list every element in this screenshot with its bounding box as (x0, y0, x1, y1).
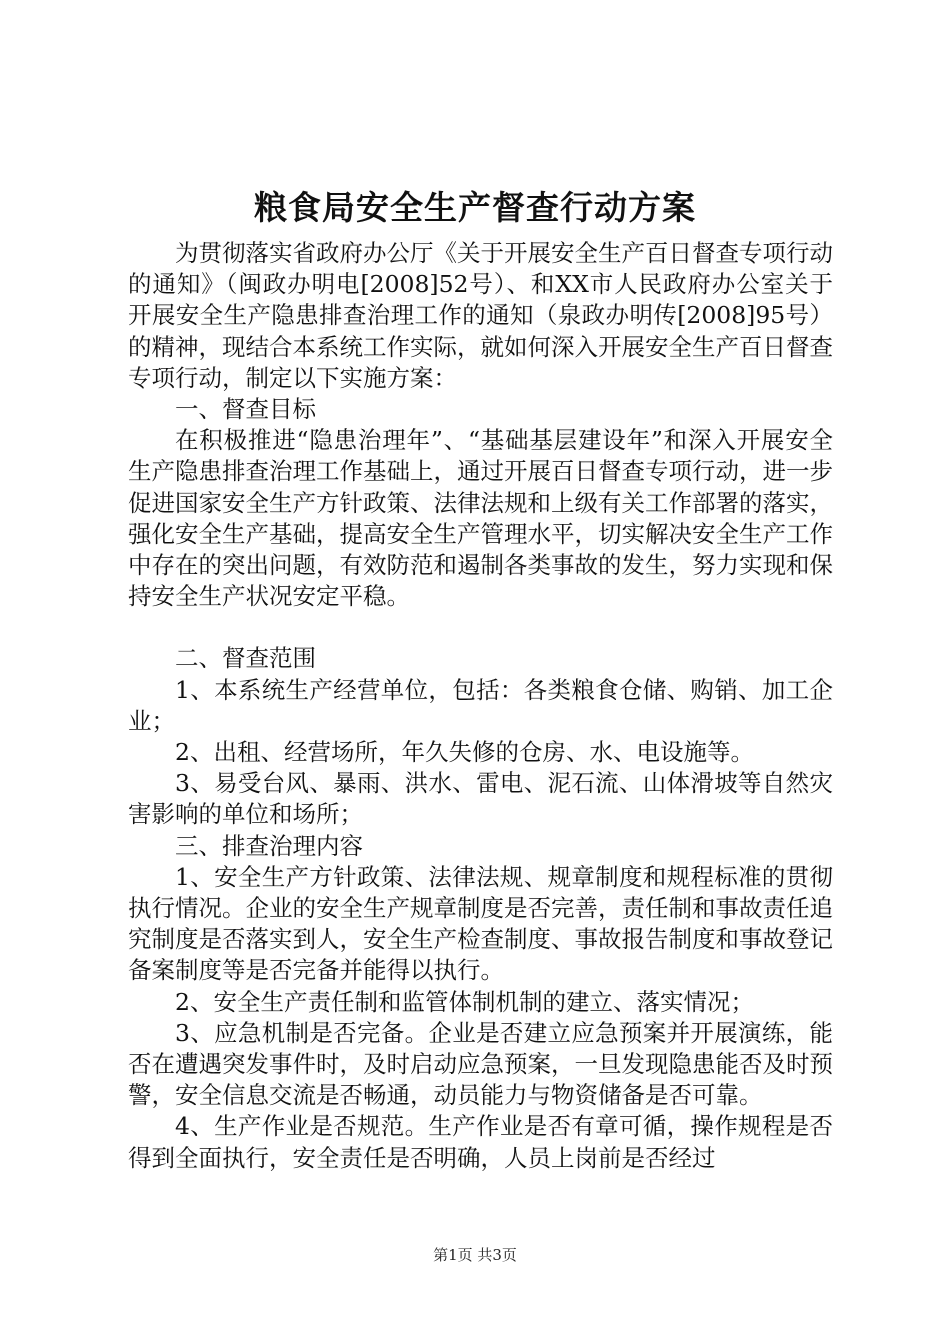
list-item-content-2: 2、安全生产责任制和监管体制机制的建立、落实情况； (175, 987, 754, 1016)
paragraph-intro: 为贯彻落实省政府办公厅《关于开展安全生产百日督查专项行动的通知》（闽政办明电[2008]52号）、和XX市人民政府办公室关于开展安全生产隐患排查治理工作的通知（泉政办明传[2008]95号）的精神，现结合本系统工作实际，就如何深入开展安全生产百日督查专项行动，制定以下实施方案： (128, 239, 833, 392)
list-item-scope-2: 2、出租、经营场所，年久失修的仓房、水、电设施等。 (175, 738, 754, 767)
page-number: 第1页 共3页 (433, 1246, 517, 1264)
paragraph-goal: 在积极推进“隐患治理年”、“基础基层建设年”和深入开展安全生产隐患排查治理工作基础上，通过开展百日督查专项行动，进一步促进国家安全生产方针政策、法律法规和上级有关工作部署的落实，强化安全生产基础，提高安全生产管理水平，切实解决安全生产工作中存在的突出问题，有效防范和遏制各类事故的发生，努力实现和保持安全生产状况安定平稳。 (128, 426, 833, 611)
list-item-content-1: 1、安全生产方针政策、法律法规、规章制度和规程标准的贯彻执行情况。企业的安全生产规章制度是否完善，责任制和事故责任追究制度是否落实到人，安全生产检查制度、事故报告制度和事故登记备案制度等是否完备并能得以执行。 (128, 862, 833, 985)
list-item-scope-3: 3、易受台风、暴雨、洪水、雷电、泥石流、山体滑坡等自然灾害影响的单位和场所； (128, 769, 833, 829)
list-item-content-3: 3、应急机制是否完备。企业是否建立应急预案并开展演练，能否在遭遇突发事件时，及时启动应急预案，一旦发现隐患能否及时预警，安全信息交流是否畅通，动员能力与物资储备是否可靠。 (128, 1018, 833, 1110)
document-title: 粮食局安全生产督查行动方案 (254, 188, 696, 227)
list-item-content-4: 4、生产作业是否规范。生产作业是否有章可循，操作规程是否得到全面执行，安全责任是否明确，人员上岗前是否经过 (128, 1112, 833, 1172)
section-heading-2: 二、督查范围 (175, 644, 316, 673)
list-item-scope-1: 1、本系统生产经营单位，包括：各类粮食仓储、购销、加工企业； (128, 675, 833, 735)
section-heading-3: 三、排查治理内容 (175, 831, 363, 860)
document-body (128, 238, 833, 1174)
section-heading-1: 一、督查目标 (175, 395, 316, 424)
